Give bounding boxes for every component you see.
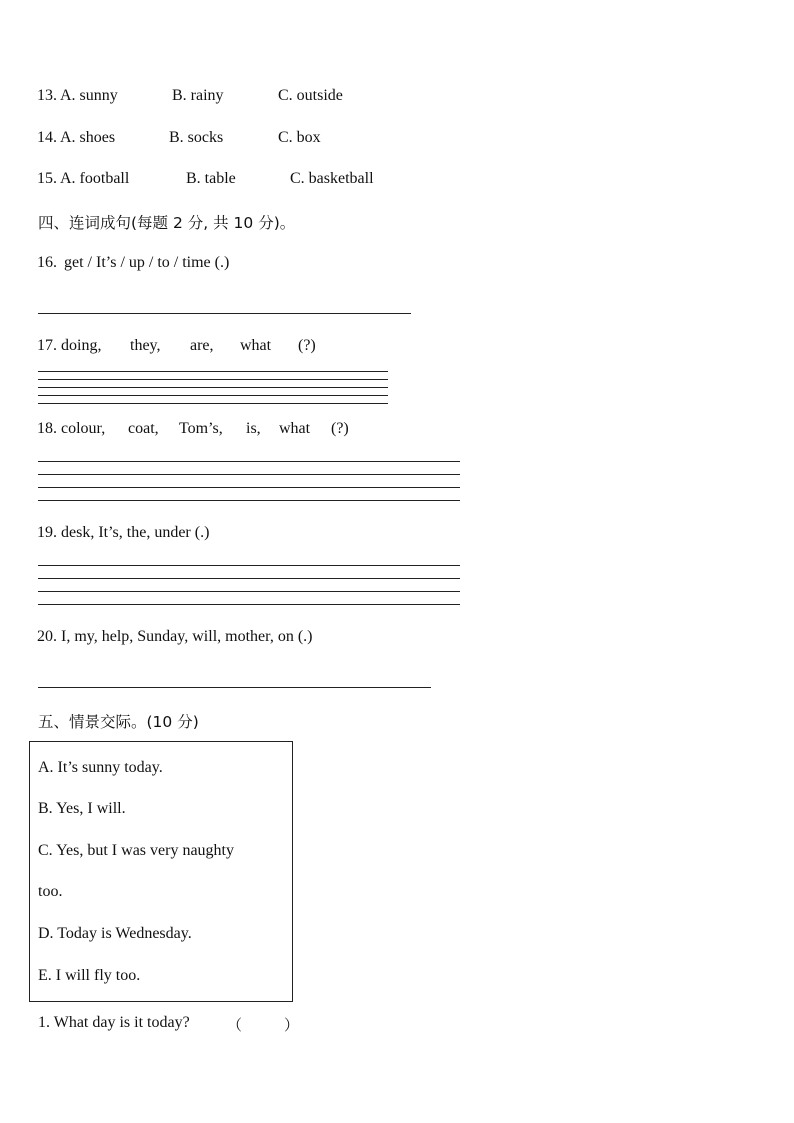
answer-line[interactable] (38, 313, 411, 314)
option-d: D. Today is Wednesday. (38, 925, 192, 942)
option-b: B. rainy (172, 87, 224, 104)
question-number: 19. (37, 524, 57, 541)
word: they, (130, 337, 161, 354)
question-number: 20. (37, 628, 57, 645)
word: are, (190, 337, 214, 354)
answer-line[interactable] (38, 387, 388, 388)
option-a: A. It’s sunny today. (38, 759, 163, 776)
word: what (240, 337, 272, 354)
answer-line[interactable] (38, 500, 460, 501)
section-4-heading: 四、连词成句(每题 2 分, 共 10 分)。 (38, 214, 296, 232)
answer-line[interactable] (38, 487, 460, 488)
answer-line[interactable] (38, 578, 460, 579)
answer-line[interactable] (38, 461, 460, 462)
section-5-heading: 五、情景交际。(10 分) (38, 713, 199, 731)
question-number: 14. (37, 129, 57, 146)
answer-line[interactable] (38, 687, 431, 688)
option-c: C. box (278, 129, 321, 146)
answer-line[interactable] (38, 474, 460, 475)
answer-line[interactable] (38, 565, 460, 566)
options-box (29, 741, 293, 1002)
word: is, (246, 420, 261, 437)
question-text: get / It’s / up / to / time (.) (64, 254, 230, 271)
option-a: A. sunny (60, 87, 118, 104)
question-number: 17. (37, 337, 57, 354)
question-number: 13. (37, 87, 57, 104)
option-c: C. Yes, but I was very naughty (38, 842, 234, 859)
word: Tom’s, (179, 420, 223, 437)
option-c-continued: too. (38, 883, 63, 900)
answer-line[interactable] (38, 604, 460, 605)
option-e: E. I will fly too. (38, 967, 141, 984)
word: (?) (298, 337, 316, 354)
question-text: desk, It’s, the, under (.) (61, 524, 210, 541)
option-c: C. outside (278, 87, 343, 104)
answer-line[interactable] (38, 403, 388, 404)
question-text: I, my, help, Sunday, will, mother, on (.) (61, 628, 313, 645)
question-text: 1. What day is it today? (38, 1014, 190, 1031)
option-c: C. basketball (290, 170, 374, 187)
answer-line[interactable] (38, 591, 460, 592)
word: (?) (331, 420, 349, 437)
question-number: 15. (37, 170, 57, 187)
option-b: B. table (186, 170, 236, 187)
option-a: A. shoes (60, 129, 116, 146)
word: colour, (61, 420, 106, 437)
answer-paren-open: （ (227, 1016, 243, 1034)
question-number: 16. (37, 254, 57, 271)
word: doing, (61, 337, 102, 354)
option-a: A. football (60, 170, 130, 187)
answer-line[interactable] (38, 395, 388, 396)
option-b: B. Yes, I will. (38, 800, 126, 817)
answer-paren-close: ） (284, 1016, 300, 1034)
option-b: B. socks (169, 129, 224, 146)
answer-line[interactable] (38, 371, 388, 372)
word: coat, (128, 420, 159, 437)
answer-line[interactable] (38, 379, 388, 380)
word: what (279, 420, 311, 437)
question-number: 18. (37, 420, 57, 437)
answer-blank[interactable] (247, 1014, 285, 1032)
